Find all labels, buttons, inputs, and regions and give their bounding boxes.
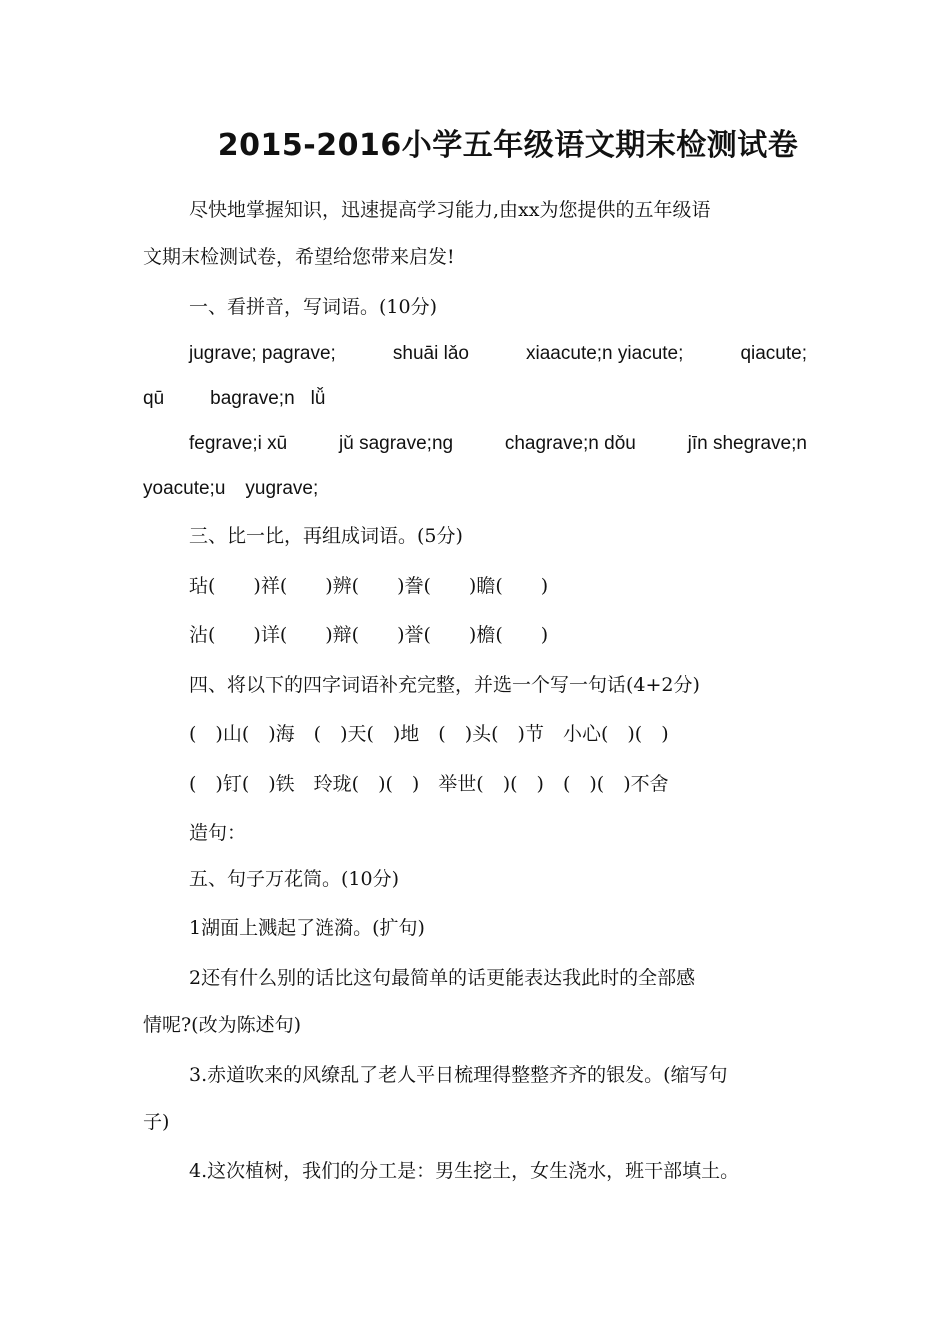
compare-item: 玷( ) — [189, 575, 261, 597]
pinyin-row-1b — [143, 386, 807, 412]
pinyin-item: yugrave; — [245, 478, 319, 499]
compare-item: 辩( ) — [332, 624, 405, 646]
idiom-row-2: ( )钉( )铁 玲珑( )( ) 举世( )( ) ( )( )不舍 — [189, 773, 669, 795]
compare-item: 详( ) — [260, 624, 333, 646]
pinyin-item: fegrave;i xū — [189, 433, 288, 454]
idiom-row-1: ( )山( )海 ( )天( )地 ( )头( )节 小心( )( ) — [189, 723, 669, 745]
compare-row-1 — [189, 573, 807, 599]
sentence-label: 造句： — [189, 822, 247, 844]
pinyin-row-2b — [143, 476, 807, 502]
pinyin-item: jugrave; pagrave; — [189, 343, 336, 364]
intro-line-2: 文期末检测试卷，希望给您带来启发! — [143, 246, 455, 268]
pinyin-item: chagrave;n dǒu — [504, 433, 636, 454]
pinyin-item: yoacute;u — [143, 478, 226, 499]
section3-heading: 三、比一比，再组成词语。(5分) — [189, 525, 463, 547]
intro-line-1: 尽快地掌握知识，迅速提高学习能力,由xx为您提供的五年级语 — [189, 199, 711, 221]
compare-item: 誉( ) — [404, 624, 477, 646]
pinyin-item: bagrave;n — [210, 388, 295, 409]
question-4: 4.这次植树，我们的分工是：男生挖土，女生浇水，班干部填土。 — [189, 1160, 740, 1182]
pinyin-item: jǔ sagrave;ng — [339, 433, 454, 454]
pinyin-item: jīn shegrave;n — [687, 433, 807, 454]
section5-heading: 五、句子万花筒。(10分) — [189, 868, 400, 890]
question-3-line-2: 子) — [143, 1111, 170, 1133]
pinyin-row-1 — [189, 341, 807, 367]
section4-heading: 四、将以下的四字词语补充完整，并选一个写一句话(4+2分) — [189, 674, 700, 696]
section1-heading: 一、看拼音，写词语。(10分) — [189, 296, 438, 318]
pinyin-item: shuāi lǎo — [392, 343, 469, 364]
pinyin-item: qū — [143, 388, 165, 409]
compare-item: 辨( ) — [332, 575, 405, 597]
compare-row-2 — [189, 622, 807, 648]
question-3-line-1: 3.赤道吹来的风缭乱了老人平日梳理得整整齐齐的银发。(缩写句 — [189, 1064, 728, 1086]
question-1: 1湖面上溅起了涟漪。(扩句) — [189, 917, 425, 939]
compare-item: 祥( ) — [260, 575, 333, 597]
compare-item: 沾( ) — [189, 624, 261, 646]
question-2-line-1: 2还有什么别的话比这句最简单的话更能表达我此时的全部感 — [189, 967, 696, 989]
compare-item: 檐( ) — [476, 624, 549, 646]
compare-item: 誊( ) — [404, 575, 477, 597]
compare-item: 瞻( ) — [476, 575, 549, 597]
pinyin-item: lǚ — [310, 388, 326, 409]
pinyin-item: qiacute; — [740, 343, 807, 364]
question-2-line-2: 情呢?(改为陈述句) — [143, 1014, 302, 1036]
pinyin-item: xiaacute;n yiacute; — [526, 343, 684, 364]
page-title: 2015-2016小学五年级语文期末检测试卷 — [217, 128, 799, 163]
pinyin-row-2 — [189, 431, 807, 457]
